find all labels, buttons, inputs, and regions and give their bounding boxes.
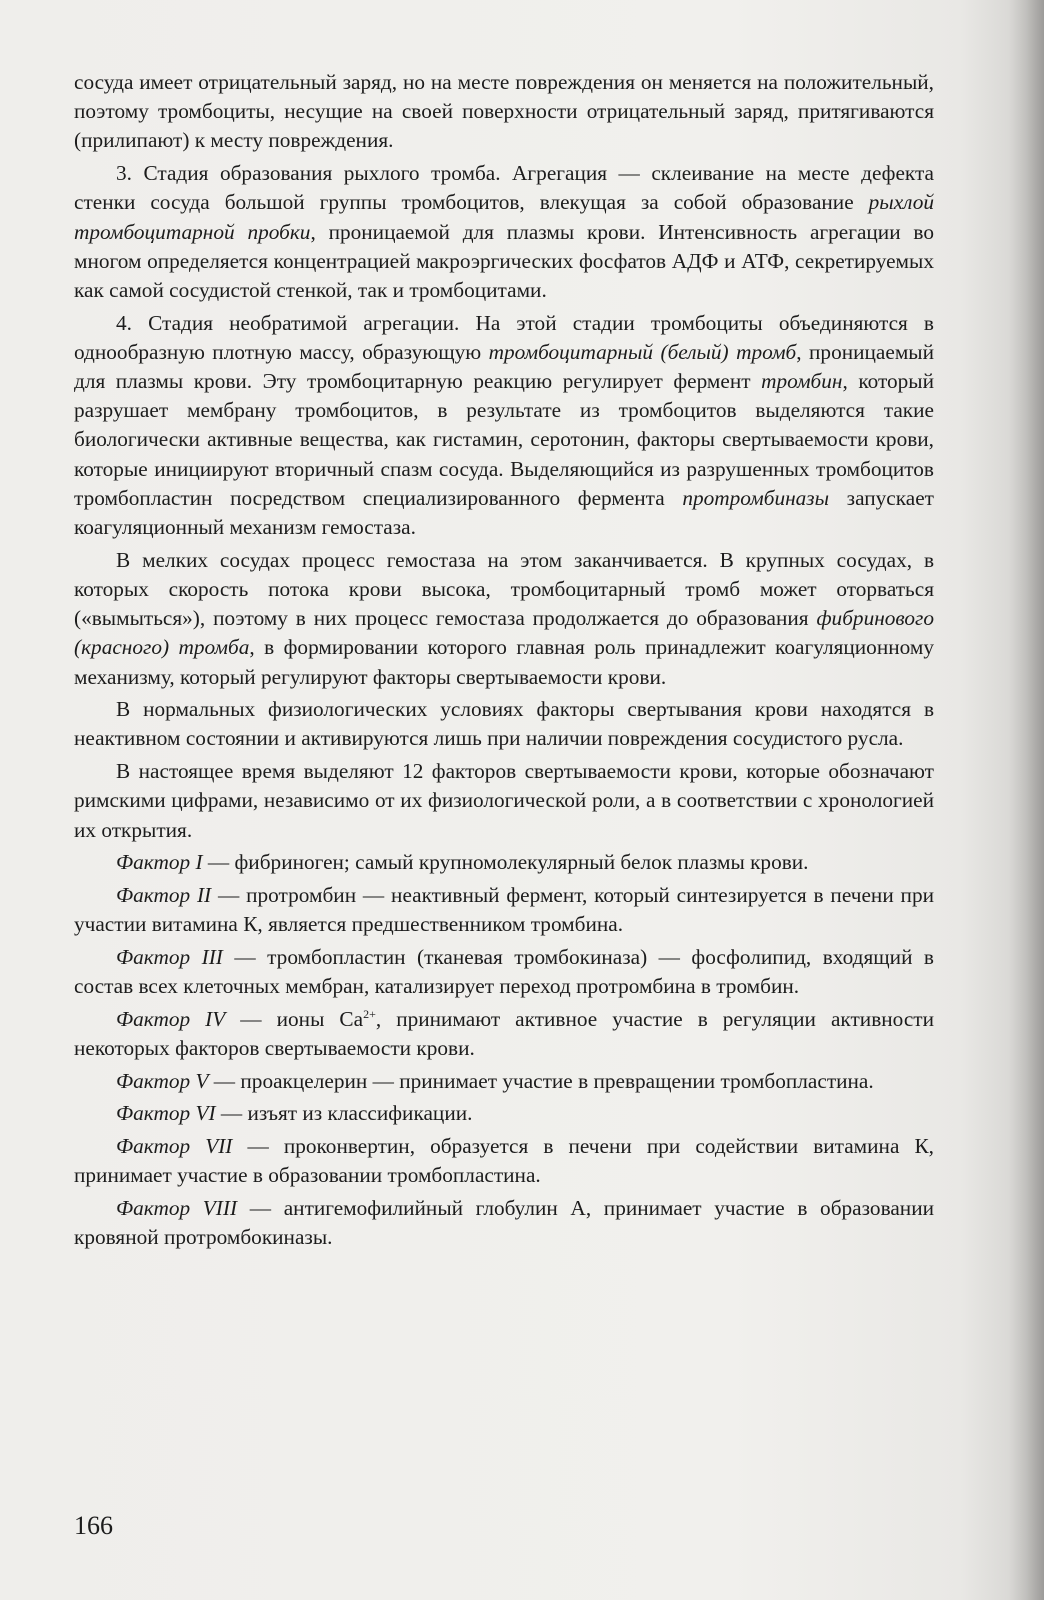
ion-charge: 2+ [363,1006,376,1021]
term-white-thrombus: тромбоцитарный (белый) тромб [488,339,797,364]
page-edge-shadow [1008,0,1044,1600]
factor-8: Фактор VIII — антигемофилийный глобулин А, принимает участие в образовании кровяной протромбокиназы. [74,1196,934,1250]
factor-label: Фактор VII [116,1134,233,1159]
paragraph-stage-4: 4. Стадия необратимой агрегации. На этой стадии тромбоциты объединяются в однообразную плотную массу, образующую тромбоцитарный (белый) тромб, проницаемый для плазмы крови. Эту тромбоцитарную реакцию регулирует фермент тромбин, который разрушает мембрану тромбоцитов, в результате из тромбоцитов выделяются такие биологически активные вещества, как гистамин, серотонин, факторы свертываемости крови, которые инициируют вторичный спазм сосуда. Выделяющийся из разрушенных тромбоцитов тромбопластин посредством специализированного фермента протромбиназы запускает коагуляционный механизм гемостаза. [74,310,935,540]
factor-2: Фактор II — протромбин — неактивный фермент, который синтезируется в печени при участии витамина К, является предшественником тромбина. [74,882,934,937]
paragraph-large-vessels: В мелких сосудах процесс гемостаза на этом заканчивается. В крупных сосудах, в которых скорость потока крови высока, тромбоцитарный тромб может оторваться («вымыться»), поэтому в них процесс гемостаза продолжается до образования фибринового (красного) тромба, в формировании которого главная роль принадлежит коагуляционному механизму, который регулируют факторы свертываемости крови. [74,547,934,689]
factor-label: Фактор VIII [116,1196,238,1221]
factor-7: Фактор VII — проконвертин, образуется в печени при содействии витамина К, принимает участие в образовании тромбопластина. [74,1134,934,1188]
term-loose-plug: рыхлой тромбоцитарной пробки [74,190,934,244]
page-number: 166 [74,1511,113,1540]
factor-label: Фактор II [116,882,212,907]
factor-label: Фактор V [116,1068,209,1093]
paragraph-continuation: сосуда имеет отрицательный заряд, но на месте повреждения он меняется на положительный, поэтому тромбоциты, несущие на своей поверхности отрицательный заряд, притягиваются (прилипают) к месту повреждения. [74,70,934,153]
factor-label: Фактор I [116,850,203,875]
factor-4: Фактор IV — ионы $Са^{2+}$, принимают активное участие в регуляции активности некоторых факторов свертываемости крови. [74,1006,934,1060]
paragraph-twelve-factors: В настоящее время выделяют 12 факторов свертываемости крови, которые обозначают римскими цифрами, независимо от их физиологической роли, а в соответствии с хронологией их открытия. [74,759,934,842]
factor-label: Фактор VI [116,1101,216,1126]
factor-label: Фактор III [116,944,223,969]
term-prothrombinase: протромбиназы [682,485,830,510]
term-red-thrombus: фибринового (красного) тромба [74,606,934,660]
factor-label: Фактор IV [116,1006,226,1031]
paragraph-stage-3: 3. Стадия образования рыхлого тромба. Агрегация — склеивание на месте дефекта стенки сосуда большой группы тромбоцитов, влекущая за собой образование рыхлой тромбоцитарной пробки, проницаемой для плазмы крови. Интенсивность агрегации во многом определяется концентрацией макроэргических фосфатов АДФ и АТФ, секретируемых как самой сосудистой стенкой, так и тромбоцитами. [74,161,934,302]
paragraph-normal-conditions: В нормальных физиологических условиях факторы свертывания крови находятся в неактивном состоянии и активируются лишь при наличии повреждения сосудистого русла. [74,697,934,751]
factor-3: Фактор III — тромбопластин (тканевая тромбокиназа) — фосфолипид, входящий в состав всех клеточных мембран, катализирует переход протромбина в тромбин. [74,944,934,999]
factor-1: Фактор I — фибриноген; самый крупномолекулярный белок плазмы крови. [116,850,809,875]
term-thrombin: тромбин [761,369,843,394]
factor-5: Фактор V — проакцелерин — принимает участие в превращении тромбопластина. [116,1068,874,1093]
body-text [74,68,934,1256]
factor-6: Фактор VI — изъят из классификации. [116,1101,473,1126]
